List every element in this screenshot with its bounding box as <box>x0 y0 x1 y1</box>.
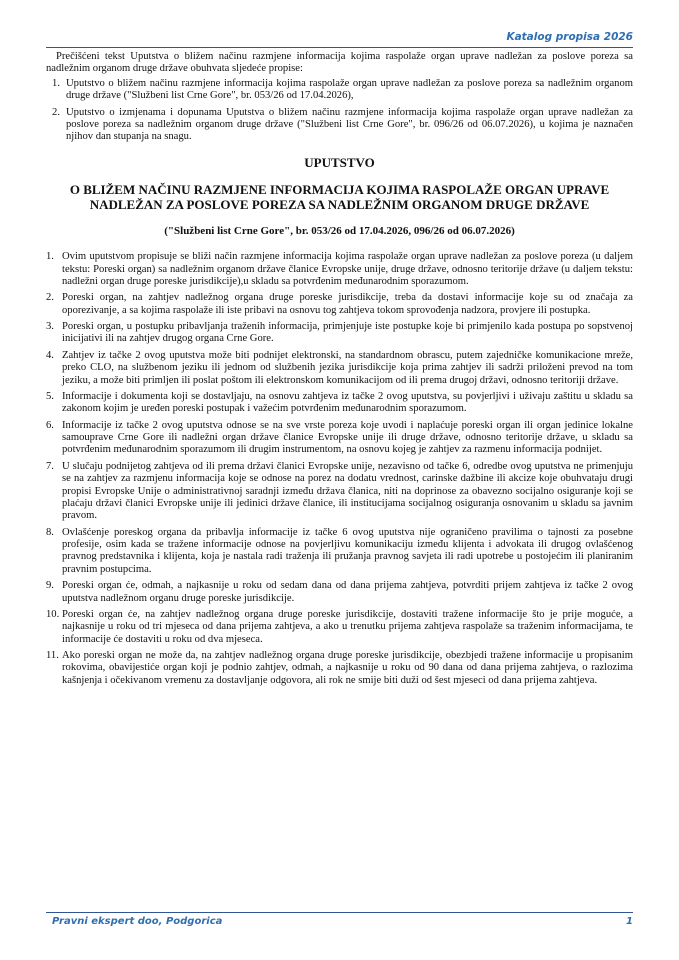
article-text: Poreski organ, u postupku pribavljanja traženih informacija, primjenjuje iste postupke koje bi primjenilo kada postupa po sopstvenoj inicijativi ili na zahtjev drugog organa Crne Gore. <box>62 321 633 345</box>
article-number: 5. <box>46 390 54 402</box>
article-number: 1. <box>46 251 54 263</box>
intro-item-number: 1. <box>52 77 60 89</box>
gazette-reference: ("Službeni list Crne Gore", br. 053/26 od 17.04.2026, 096/26 od 06.07.2026) <box>164 224 515 237</box>
article-item <box>46 292 633 317</box>
article-number: 6. <box>46 419 54 431</box>
article-item <box>46 650 633 687</box>
article-text: Informacije iz tačke 2 ovog uputstva odnose se na sve vrste poreza koje uvodi i naplaćuje poreski organ ili organ jedinice lokalne samouprave Crne Gore ili nadležni organ države članice Evropske unije ili druge države, odnosno teritorije države, u skladu sa potvrđenim međunarodnim sporazumom ili drugim instrumentom, na osnovu kojeg je zahtjev za razmenu informacija podnijet. <box>62 419 633 456</box>
article-item <box>46 461 633 523</box>
article-text: Ovlašćenje poreskog organa da pribavlja informacije iz tačke 6 ovog uputstva nije ograničeno pravilima o tajnosti za posebne profesije, osim kada se tražene informacije odnose na povjerljivu komunikaciju između klijenta i advokata ili drugog ovlašćenog pravnog predstavnika i klijenta, koja je nastala radi traženja ili pružanja pravnog savjeta ili radi upotrebe u postojećim ili planiranim pravnim postupcima. <box>62 526 633 575</box>
catalog-title: Katalog propisa 2026 <box>506 31 633 43</box>
intro-item <box>46 107 633 144</box>
article-item <box>46 391 633 416</box>
page-number: 1 <box>626 916 633 927</box>
article-item <box>46 251 633 288</box>
article-text: U slučaju podnijetog zahtjeva od ili prema državi članici Evropske unije, nezavisno od tačke 6, odredbe ovog uputstva ne primenjuju se na zahtjev za razmjenu informacija koje se odnose na porez na dodatu vrednost, carinske dažbine ili akcize koje obuhvataju drugi propisi Evropske Unije o administrativnoj saradnji između država članica, niti na doprinose za obavezno socijalno osiguranje koji se plaćaju državi članici Evropske unije ili jedinici države članice, ili institucijama socijalnog osiguranja osnovanim u skladu sa javnim pravom. <box>62 460 633 522</box>
document-content <box>46 51 633 691</box>
article-item <box>46 527 633 577</box>
article-item <box>46 580 633 605</box>
article-text: Zahtjev iz tačke 2 ovog uputstva može biti podnijet elektronski, na standardnom obrascu, putem zajedničke komunikacione mreže, preko CLO, na službenom jeziku ili jednom od službenih jezika jurisdikcije koja prima zahtjev ili sadrži priloženi prevod na tom jeziku, a može biti primljen ili poslat poštom ili elektronskom komunikacijom od ili prema drugoj državi, odnosno teritoriji države. <box>62 349 633 386</box>
article-item <box>46 609 633 646</box>
article-text: Poreski organ će, na zahtjev nadležnog organa druge poreske jurisdikcije, dostaviti tražene informacije što je prije moguće, a najkasnije u roku od tri mjeseca od dana prijema zahtjeva, a ako u trenutku prijema zahtjeva raspolaže sa traženim informacijama, te informacije će dostaviti u roku od dva mjeseca. <box>62 608 633 645</box>
article-item <box>46 350 633 387</box>
intro-list <box>46 78 633 144</box>
intro-item <box>46 78 633 103</box>
article-list <box>46 251 633 687</box>
article-item <box>46 420 633 457</box>
article-number: 2. <box>46 292 54 304</box>
document-subtitle: O BLIŽEM NAČINU RAZMJENE INFORMACIJA KOJIMA RASPOLAŽE ORGAN UPRAVE NADLEŽAN ZA POSLOVE POREZA SA NADLEŽNIM ORGANOM DRUGE DRŽAVE <box>69 181 610 212</box>
page-header <box>46 31 633 48</box>
article-text: Ovim uputstvom propisuje se bliži način razmjene informacija kojima raspolaže organ uprave nadležan za poslove poreza (u daljem tekstu: Poreski organ) sa nadležnim organom države članice Evropske unije, druge države, odnosno teritorije države (u daljem tekstu: nadležni organ druge poreske jurisdikcije),u skladu sa potvrđenim međunarodnim sporazumom. <box>62 251 633 288</box>
article-item <box>46 321 633 346</box>
article-text: Informacije i dokumenta koji se dostavljaju, na osnovu zahtjeva iz tačke 2 ovog uputstva, su povjerljivi i uživaju zaštitu u skladu sa zakonom kojim je uređen poreski postupak i važećim potvrđenim međunarodnim sporazumom. <box>62 390 633 415</box>
article-number: 8. <box>46 526 54 538</box>
article-number: 11. <box>46 649 59 661</box>
document-title: UPUTSTVO <box>304 154 375 170</box>
article-text: Poreski organ, na zahtjev nadležnog organa druge poreske jurisdikcije, treba da dostavi informacije koje su od značaja za oporezivanje, a sa kojima raspolaže ili iste pribavi na osnovu tog zahtjeva tokom sprovođenja nadzora, provjere ili postupka. <box>62 292 633 316</box>
intro-item-text: Uputstvo o izmjenama i dopunama Uputstva o bližem načinu razmjene informacija kojima raspolaže organ uprave nadležan za poslove poreza sa nadležnim organom druge države ("Službeni list Crne Gore", br. 096/26 od 06.07.2026), u kojima je naznačen njihov dan stupanja na snagu. <box>66 106 633 143</box>
article-number: 10. <box>46 608 60 620</box>
article-number: 7. <box>46 460 54 472</box>
intro-paragraph: Prečišćeni tekst Uputstva o bližem načinu razmjene informacija kojima raspolaže organ uprave nadležan za poslove poreza sa nadležnim organom druge države obuhvata sljedeće propise: <box>46 51 633 75</box>
page-footer <box>46 912 633 929</box>
article-number: 9. <box>46 580 54 592</box>
article-text: Poreski organ će, odmah, a najkasnije u roku od sedam dana od dana prijema zahtjeva, potvrditi prijem zahtjeva iz tačke 2 ovog uputstva nadležnom organu druge poreske jurisdikcije. <box>62 580 633 604</box>
publisher-name: Pravni ekspert doo, Podgorica <box>52 916 223 927</box>
intro-item-text: Uputstvo o bližem načinu razmjene informacija kojima raspolaže organ uprave nadležan za poslove poreza sa nadležnim organom druge države ("Službeni list Crne Gore", br. 053/26 od 17.04.2026), <box>66 77 633 102</box>
intro-item-number: 2. <box>52 106 60 118</box>
article-text: Ako poreski organ ne može da, na zahtjev nadležnog organa druge poreske jurisdikcije, obezbjedi tražene informacije u propisanim rokovima, obavijestiće organ koji je podnio zahtjev, odmah, a najkasnije u roku od 90 dana od dana prijema zahtjeva, o razlozima kašnjenja i očekivanom vremenu za dostavljanje odgovora, ali rok ne smije biti duži od šest mjeseci od dana prijema zahtjeva. <box>62 649 633 686</box>
article-number: 3. <box>46 321 54 333</box>
article-number: 4. <box>46 349 54 361</box>
